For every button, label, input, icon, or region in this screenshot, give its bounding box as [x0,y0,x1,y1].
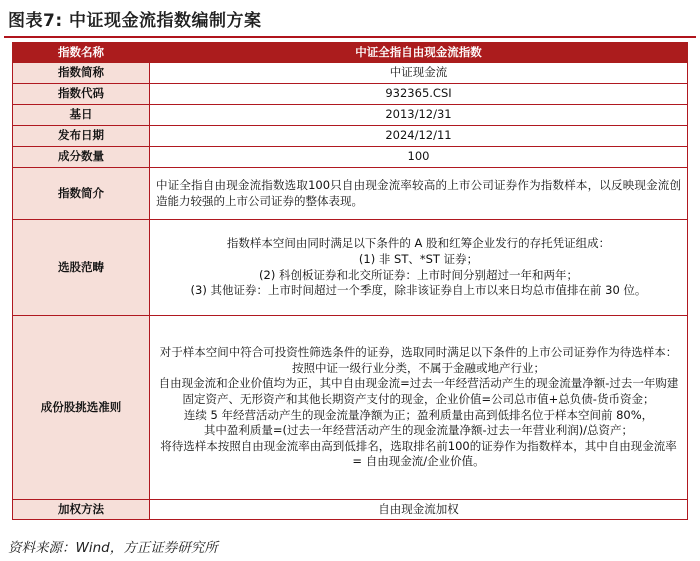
row-value-short-name: 中证现金流 [150,63,688,84]
row-label-scope: 选股范畴 [13,220,150,316]
rules-line: 按照中证一级行业分类，不属于金融或地产行业； [292,360,545,375]
scope-line: 指数样本空间由同时满足以下条件的 A 股和红筹企业发行的存托凭证组成： [226,236,611,251]
rules-line: 对于样本空间中符合可投资性筛选条件的证券，选取同时满足以下条件的上市公司证券作为待选样本： [159,345,678,360]
rules-line: 连续 5 年经营活动产生的现金流量净额为正；盈利质量由高到低排名位于样本空间前 80%， [183,407,654,422]
row-label-code: 指数代码 [13,84,150,105]
index-scheme-table [12,42,688,520]
row-value-constituents: 100 [150,147,688,168]
scope-line: (1) 非 ST、*ST 证券； [358,251,479,266]
row-label-constituents: 成分数量 [13,147,150,168]
rules-line: 自由现金流和企业价值均为正，其中自由现金流=过去一年经营活动产生的现金流量净额-过去一年购建固定资产、无形资产和其他长期资产支付的现金，企业价值=公司总市值+总负债-货币资金； [158,376,679,406]
header-label-cell: 指数名称 [13,43,150,63]
table-row [13,126,688,147]
header-value-cell: 中证全指自由现金流指数 [150,43,688,63]
row-label-weighting: 加权方法 [13,500,150,520]
rules-line: 将待选样本按照自由现金流率由高到低排名，选取排名前100的证券作为指数样本，其中自由现金流率 = 自由现金流/企业价值。 [160,438,677,469]
row-label-base-date: 基日 [13,105,150,126]
table-row [13,168,688,220]
table-row [13,105,688,126]
scope-line: (2) 科创板证券和北交所证券：上市时间分别超过一年和两年； [259,267,578,282]
row-label-intro: 指数简介 [13,168,150,220]
row-value-rules [150,316,688,500]
table-header-row [13,43,688,63]
row-value-intro: 中证全指自由现金流指数选取100只自由现金流率较高的上市公司证券作为指数样本，以反映现金流创造能力较强的上市公司证券的整体表现。 [150,168,688,220]
table-row [13,84,688,105]
table-row [13,316,688,500]
table-row [13,500,688,520]
row-value-code: 932365.CSI [150,84,688,105]
row-value-scope [150,220,688,316]
scope-line: (3) 其他证券：上市时间超过一个季度，除非该证券自上市以来日均总市值排在前 30 位。 [190,283,647,298]
table-row [13,147,688,168]
source-note: 资料来源：Wind，方正证券研究所 [8,540,218,556]
rules-line: 其中盈利质量=(过去一年经营活动产生的现金流量净额-过去一年营业利润)/总资产； [203,423,634,438]
row-value-base-date: 2013/12/31 [150,105,688,126]
row-label-rules: 成份股挑选准则 [13,316,150,500]
row-label-short-name: 指数简称 [13,63,150,84]
figure-title: 图表7: 中证现金流指数编制方案 [8,11,262,31]
row-label-release-date: 发布日期 [13,126,150,147]
row-value-weighting: 自由现金流加权 [150,500,688,520]
table-row [13,63,688,84]
table-row [13,220,688,316]
title-divider [4,36,696,38]
row-value-release-date: 2024/12/11 [150,126,688,147]
